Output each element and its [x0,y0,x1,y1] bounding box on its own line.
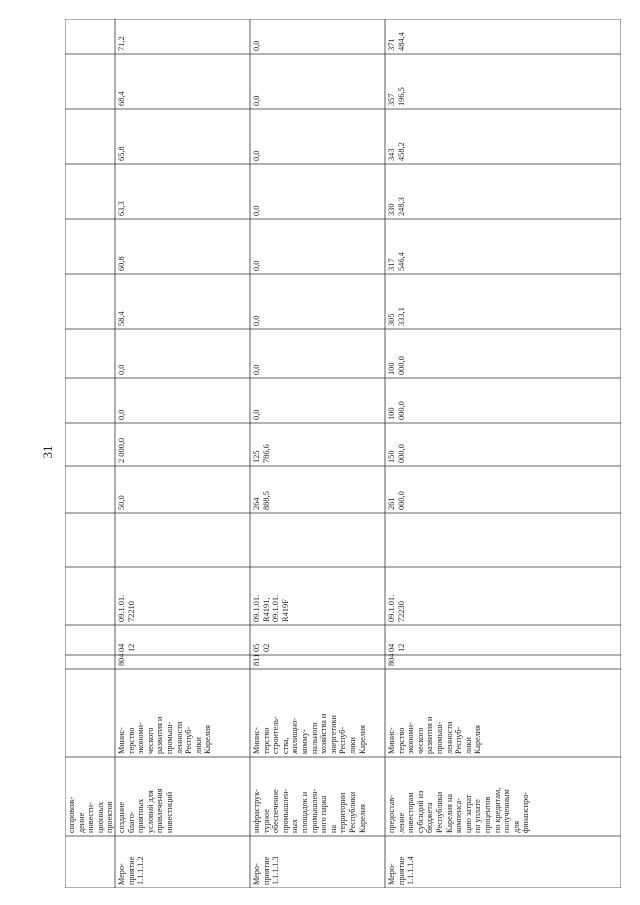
cell-v0: 50,0 [117,495,126,510]
cell-executor: Минис- терство экономи- ческого развития и промыш- ленности Респуб- лики Карелия [387,716,483,754]
cell-label: Меро- приятие 1.1.1.1.2 [117,856,146,885]
cell-v6: 330 248,3 [387,197,406,216]
cell-v3: 100 000,0 [387,356,406,375]
cell-v1: 150 000,0 [387,444,406,463]
cell-name: инфраструк- турное обеспечение промышлен- ных площадок и промышлен- ного парка на территории Республики Карелия [252,788,367,833]
cell-v5: 0,0 [252,260,261,271]
cell-v7: 0,0 [252,150,261,161]
cell-v2: 100 000,0 [387,401,406,420]
cell-executor: Минис- терство экономи- ческого развития и промыш- ленности Респуб- лики Карелия [117,716,213,754]
cell-v2: 0,0 [252,409,261,420]
cell-v3: 0,0 [252,364,261,375]
cell-grbs: 804 [117,653,126,666]
page-number: 31 [40,445,55,459]
cell-label: Меро- приятие 1.1.1.1.4 [387,856,416,885]
cell-csr: 09.1.01. 72230 [387,594,406,622]
cell-v7: 343 458,2 [387,142,406,161]
cell-name: сопровож- дение инвести- ционных проектов [67,796,115,833]
cell-v9: 371 484,4 [387,32,406,51]
cell-v1: 125 786,6 [252,444,271,463]
cell-v4: 58,4 [117,311,126,326]
cell-grbs: 811 [252,653,261,666]
cell-rzpr: 04 12 [387,643,406,652]
cell-v1: 2 000,0 [117,437,126,463]
cell-v7: 65,8 [117,146,126,161]
cell-label: Меро- приятие 1.1.1.1.3 [252,856,281,885]
cell-v4: 0,0 [252,315,261,326]
budget-table [65,19,621,888]
cell-name: предостав- ление инвесторам субсидий из бюджета Республики Карелия на компенса- цию затрат по уплате процентов по кредитам, полученным для финансиро- [387,787,531,833]
cell-v2: 0,0 [117,409,126,420]
cell-v6: 0,0 [252,205,261,216]
cell-v8: 68,4 [117,91,126,106]
cell-v8: 357 196,5 [387,87,406,106]
cell-v3: 0,0 [117,364,126,375]
cell-csr: 09.1.01. R4191, 09.1.01. R419F [252,594,290,622]
cell-executor: Минис- терство строитель- ства, жилищно- комму- нального хозяйства и энергетики Респуб- лики Карелия [252,713,367,754]
cell-v9: 0,0 [252,40,261,51]
cell-csr: 09.1.01. 72210 [117,594,136,622]
cell-v8: 0,0 [252,95,261,106]
cell-v0: 264 888,5 [252,491,271,510]
cell-v5: 60,8 [117,256,126,271]
cell-name: создание благо- приятных условий для привлечения инвестиций [117,788,174,833]
cell-v9: 71,2 [117,36,126,51]
cell-rzpr: 05 02 [252,643,271,652]
cell-v5: 317 546,4 [387,252,406,271]
cell-v0: 261 000,0 [387,491,406,510]
cell-v4: 305 333,1 [387,307,406,326]
cell-v6: 63,3 [117,201,126,216]
cell-grbs: 804 [387,653,396,666]
cell-rzpr: 04 12 [117,643,136,652]
